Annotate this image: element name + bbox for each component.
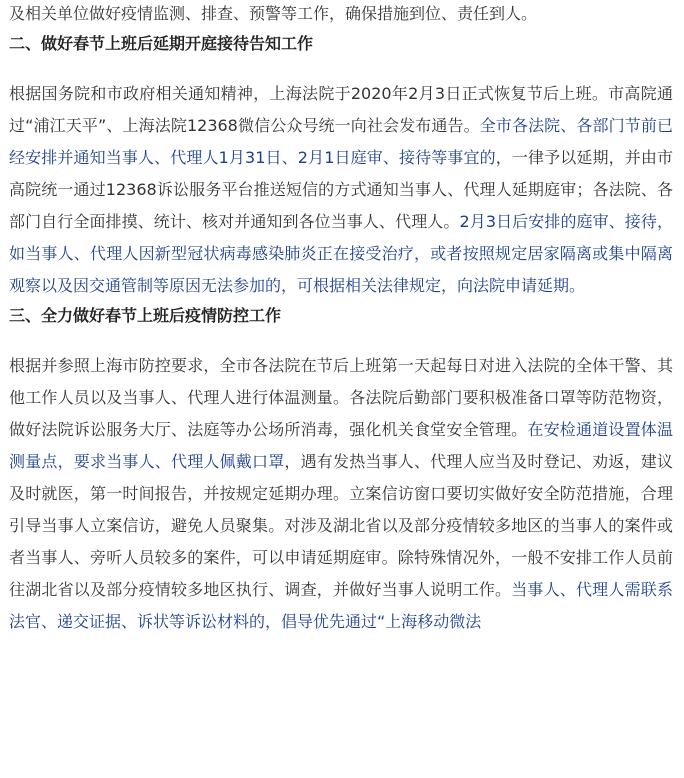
section-2-text-2: ，一律予以延期，并由市高院统一通过12368诉讼服务平台推送短信的方式通知当事人、代理人延期庭审；各法院、各部门自行全面排摸、统计、核对并通知到各位当事人、代理人。 bbox=[9, 148, 673, 231]
section-2-highlight-1: 全市各法院、各部门节前已经安排并通知当事人、代理人1月31日、2月1日庭审、接待等事宜的 bbox=[9, 116, 673, 167]
section-3-paragraph bbox=[9, 350, 673, 638]
section-3-highlight-1: 在安检通道设置体温测量点，要求当事人、代理人佩戴口罩 bbox=[9, 420, 673, 471]
section-3-text-2: ，遇有发热当事人、代理人应当及时登记、劝返，建议及时就医，第一时间报告，并按规定延期办理。立案信访窗口要切实做好安全防范措施，合理引导当事人立案信访，避免人员聚集。对涉及湖北省以及部分疫情较多地区的当事人的案件或者当事人、旁听人员较多的案件，可以申请延期庭审。除特殊情况外，一般不安排工作人员前往湖北省以及部分疫情较多地区执行、调查，并做好当事人说明工作。 bbox=[9, 452, 673, 599]
section-2-highlight-2: 2月3日后安排的庭审、接待，如当事人、代理人因新型冠状病毒感染肺炎正在接受治疗，或者按照规定居家隔离或集中隔离观察以及因交通管制等原因无法参加的，可根据相关法律规定，向法院申请延期。 bbox=[9, 212, 673, 295]
section-2-paragraph bbox=[9, 78, 673, 302]
spacer bbox=[9, 330, 673, 350]
spacer bbox=[9, 58, 673, 78]
section-3-heading: 三、全力做好春节上班后疫情防控工作 bbox=[9, 306, 282, 325]
intro-paragraph bbox=[9, 0, 673, 30]
section-2-text-1: 根据国务院和市政府相关通知精神，上海法院于2020年2月3日正式恢复节后上班。市高院通过“浦江天平”、上海法院12368微信公众号统一向社会发布通告。 bbox=[9, 84, 673, 135]
section-2-heading: 二、做好春节上班后延期开庭接待告知工作 bbox=[9, 34, 314, 53]
section-3-highlight-2: 当事人、代理人需联系法官、递交证据、诉状等诉讼材料的，倡导优先通过“上海移动微法 bbox=[9, 580, 673, 631]
section-3-text-1: 根据并参照上海市防控要求，全市各法院在节后上班第一天起每日对进入法院的全体干警、其他工作人员以及当事人、代理人进行体温测量。各法院后勤部门要积极准备口罩等防范物资，做好法院诉讼服务大厅、法庭等办公场所消毒，强化机关食堂安全管理。 bbox=[9, 356, 673, 439]
intro-text: 及相关单位做好疫情监测、排查、预警等工作，确保措施到位、责任到人。 bbox=[9, 4, 538, 23]
